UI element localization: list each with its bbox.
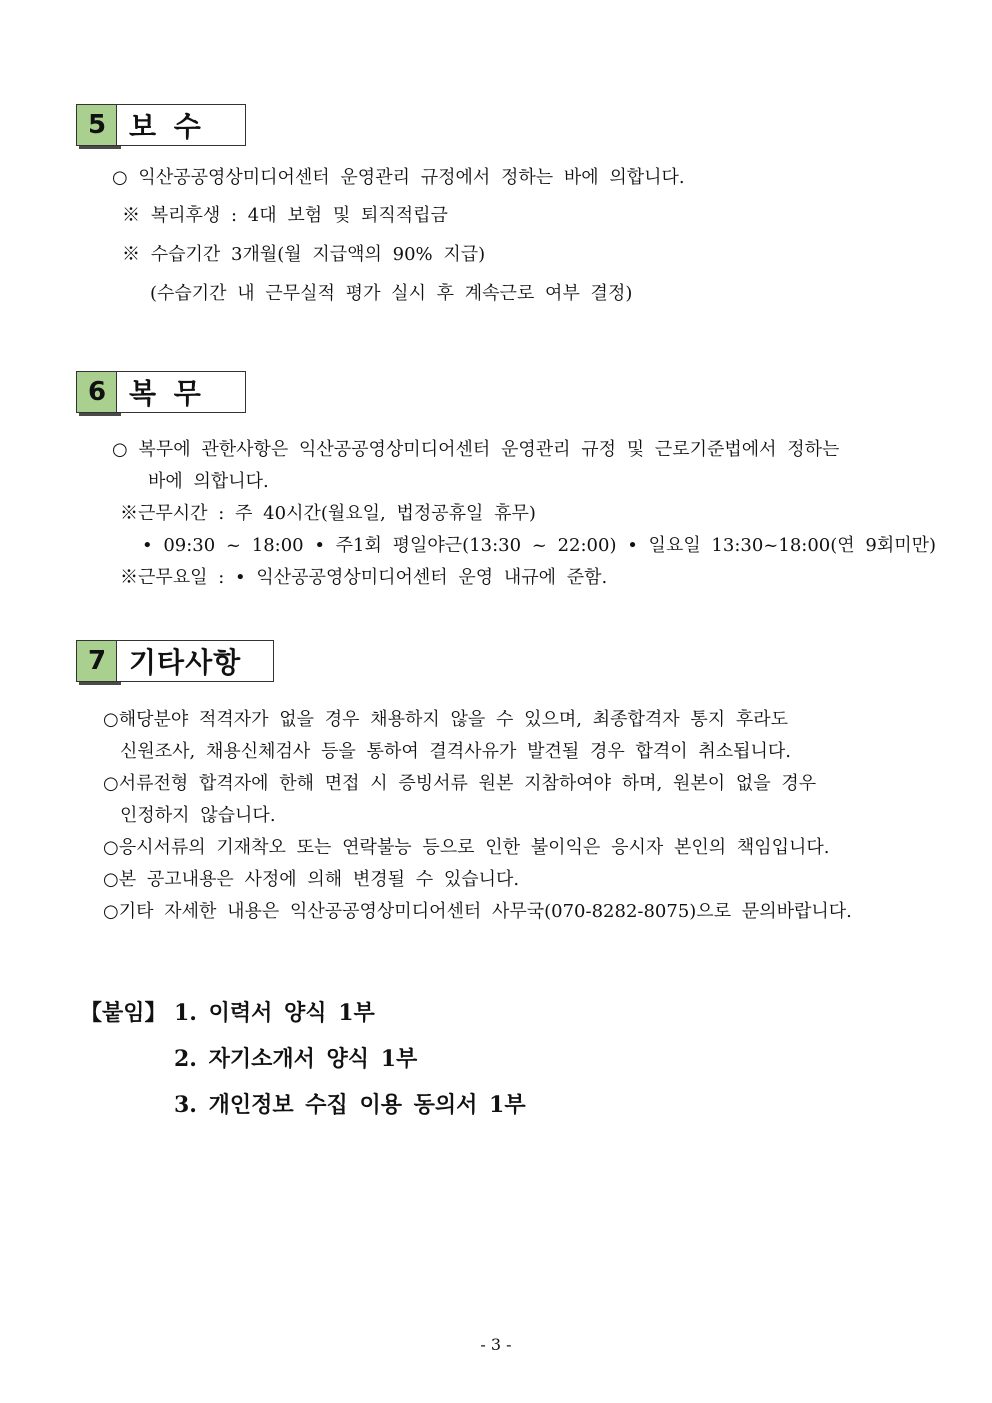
section-6-title: 복 무 <box>116 371 246 413</box>
section-7-title: 기타사항 <box>116 640 274 682</box>
section-7-line-3: ○서류전형 합격자에 한해 면접 시 증빙서류 원본 지참하여야 하며, 원본이 없을 경우 <box>103 773 817 794</box>
section-6-line-5: ※근무요일 : • 익산공공영상미디어센터 운영 내규에 준함. <box>120 567 608 588</box>
section-6-line-2: 바에 의합니다. <box>148 471 269 492</box>
section-6-line-4: • 09:30 ~ 18:00 • 주1회 평일야근(13:30 ~ 22:00) • 일요일 13:30~18:00(연 9회미만) <box>142 535 937 556</box>
section-5-line-2: ※ 복리후생 : 4대 보험 및 퇴직적립금 <box>122 205 448 226</box>
section-5-number: 5 <box>76 104 118 146</box>
section-5-line-3: ※ 수습기간 3개월(월 지급액의 90% 지급) <box>122 244 486 265</box>
section-7-line-6: ○본 공고내용은 사정에 의해 변경될 수 있습니다. <box>103 869 520 890</box>
attachment-item-3: 3. 개인정보 수집 이용 동의서 1부 <box>174 1092 526 1118</box>
section-7-line-2: 신원조사, 채용신체검사 등을 통하여 결격사유가 발견될 경우 합격이 취소됩니다. <box>120 741 792 762</box>
section-6-number: 6 <box>76 371 118 413</box>
section-7-line-1: ○해당분야 적격자가 없을 경우 채용하지 않을 수 있으며, 최종합격자 통지 후라도 <box>103 709 789 730</box>
attachment-label: 【붙임】 <box>80 1000 167 1026</box>
section-7-line-5: ○응시서류의 기재착오 또는 연락불능 등으로 인한 불이익은 응시자 본인의 책임입니다. <box>103 837 830 858</box>
section-7-line-7: ○기타 자세한 내용은 익산공공영상미디어센터 사무국(070-8282-8075)으로 문의바랍니다. <box>103 901 852 922</box>
section-6-line-1: ○ 복무에 관한사항은 익산공공영상미디어센터 운영관리 규정 및 근로기준법에서 정하는 <box>112 439 840 460</box>
section-7-line-4: 인정하지 않습니다. <box>120 805 276 826</box>
section-6-line-3: ※근무시간 : 주 40시간(월요일, 법정공휴일 휴무) <box>120 503 536 524</box>
page-number: - 3 - <box>480 1335 512 1354</box>
section-7-number: 7 <box>76 640 118 682</box>
attachment-item-1: 1. 이력서 양식 1부 <box>174 1000 375 1026</box>
section-5-line-4: (수습기간 내 근무실적 평가 실시 후 계속근로 여부 결정) <box>150 283 633 304</box>
section-5-title: 보 수 <box>116 104 246 146</box>
section-5-line-1: ○ 익산공공영상미디어센터 운영관리 규정에서 정하는 바에 의합니다. <box>112 167 685 188</box>
attachment-item-2: 2. 자기소개서 양식 1부 <box>174 1046 418 1072</box>
